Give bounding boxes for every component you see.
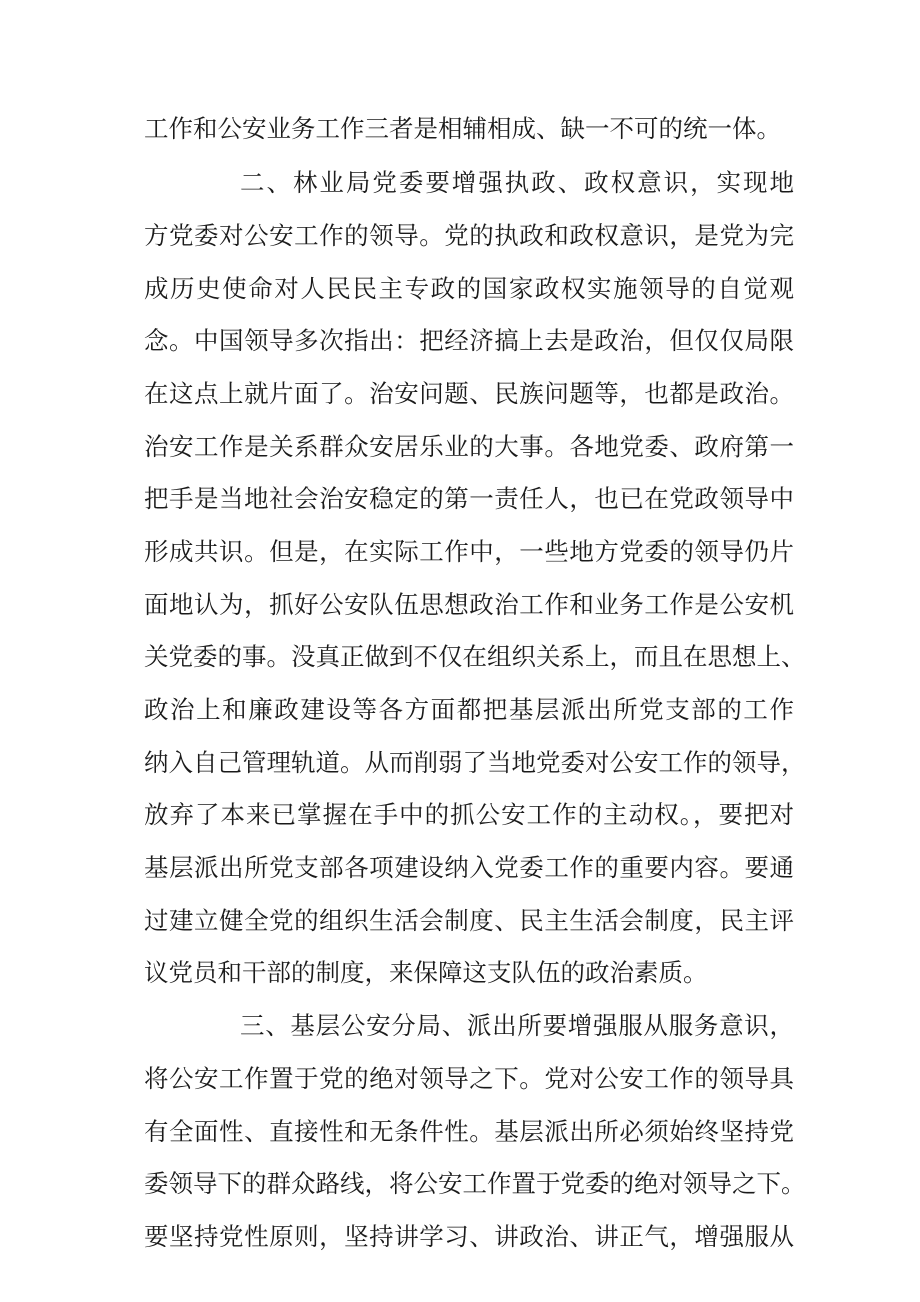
text-line-1: 工作和公安业务工作三者是相辅相成、缺一不可的统一体。 xyxy=(144,114,781,143)
text-line-13: 纳入自己管理轨道。从而削弱了当地党委对公安工作的领导， xyxy=(144,748,806,777)
text-line-9: 形成共识。但是，在实际工作中，一些地方党委的领导仍片 xyxy=(144,537,794,566)
text-line-10: 面地认为，抓好公安队伍思想政治工作和业务工作是公安机 xyxy=(144,590,794,619)
text-line-8: 把手是当地社会治安稳定的第一责任人，也已在党政领导中 xyxy=(144,484,794,513)
text-line-3: 方党委对公安工作的领导。党的执政和政权意识，是党为完 xyxy=(144,221,794,250)
text-line-15: 基层派出所党支部各项建设纳入党委工作的重要内容。要通 xyxy=(144,853,794,882)
text-line-12: 政治上和廉政建设等各方面都把基层派出所党支部的工作 xyxy=(144,695,794,724)
text-line-22: 要坚持党性原则，坚持讲学习、讲政治、讲正气，增强服从 xyxy=(144,1222,794,1251)
text-line-17: 议党员和干部的制度，来保障这支队伍的政治素质。 xyxy=(144,958,708,987)
text-line-20: 有全面性、直接性和无条件性。基层派出所必须始终坚持党 xyxy=(144,1117,794,1146)
text-line-2: 二、林业局党委要增强执政、政权意识，实现地 xyxy=(240,168,794,197)
text-line-5: 念。中国领导多次指出：把经济搞上去是政治，但仅仅局限 xyxy=(144,326,794,355)
text-line-7: 治安工作是关系群众安居乐业的大事。各地党委、政府第一 xyxy=(144,432,794,461)
text-line-11: 关党委的事。没真正做到不仅在组织关系上，而且在思想上、 xyxy=(144,642,806,671)
text-line-6: 在这点上就片面了。治安问题、民族问题等，也都是政治。 xyxy=(144,379,794,408)
text-line-4: 成历史使命对人民民主专政的国家政权实施领导的自觉观 xyxy=(144,274,794,303)
text-line-14: 放弃了本来已掌握在手中的抓公安工作的主动权。，要把对 xyxy=(144,800,794,829)
text-line-19: 将公安工作置于党的绝对领导之下。党对公安工作的领导具 xyxy=(144,1064,794,1093)
text-line-18: 三、基层公安分局、派出所要增强服从服务意识， xyxy=(240,1011,794,1040)
text-line-21: 委领导下的群众路线，将公安工作置于党委的绝对领导之下。 xyxy=(144,1169,806,1198)
text-line-16: 过建立健全党的组织生活会制度、民主生活会制度，民主评 xyxy=(144,906,794,935)
